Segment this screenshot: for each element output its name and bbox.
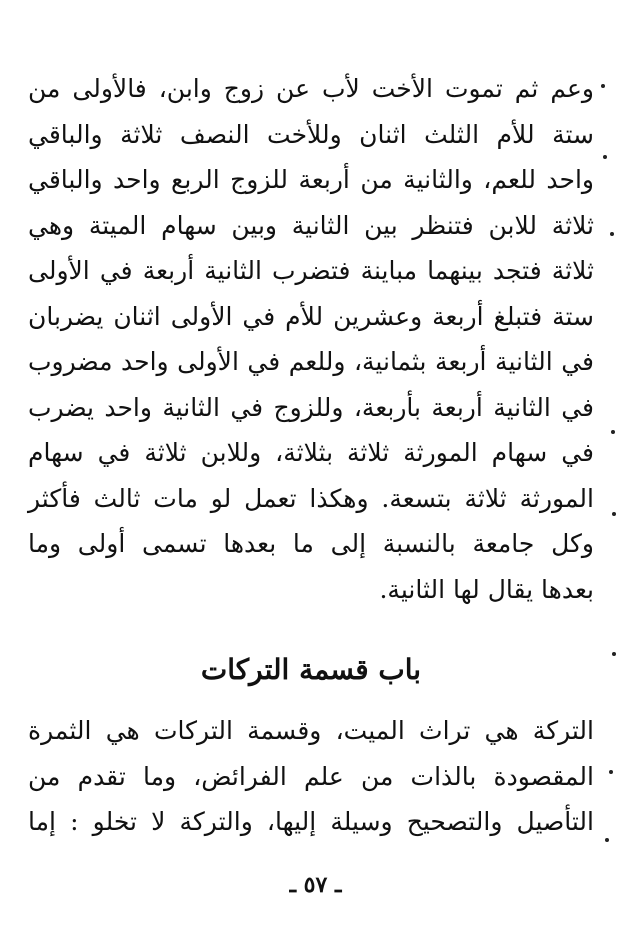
scan-speck	[612, 652, 616, 656]
page-body	[28, 66, 594, 845]
scan-speck	[610, 232, 614, 236]
section-heading: باب قسمة التركات	[200, 653, 422, 686]
scan-speck	[603, 155, 607, 159]
text-line: في الثانية أربعة بثمانية، وللعم في الأولى واحد مضروب	[28, 347, 594, 376]
text-line: ستة فتبلغ أربعة وعشرين للأم في الأولى اثنان يضربان	[28, 301, 594, 331]
paragraph-2	[28, 708, 594, 845]
paragraph-1	[28, 66, 594, 612]
text-line: وعم ثم تموت الأخت لأب عن زوج وابن، فالأولى من	[28, 74, 595, 103]
text-line: وكل جامعة بالنسبة إلى ما بعدها تسمى أولى وما	[28, 529, 594, 558]
text-line: في سهام المورثة ثلاثة بثلاثة، وللابن ثلاثة في سهام	[28, 438, 594, 467]
scan-speck	[605, 838, 609, 842]
text-line: في الثانية أربعة بأربعة، وللزوج في الثانية واحد يضرب	[28, 392, 594, 422]
text-line: ستة للأم الثلث اثنان وللأخت النصف ثلاثة والباقي	[28, 119, 594, 149]
text-line: ثلاثة فتجد بينهما مباينة فتضرب الثانية أربعة في الأولى	[28, 256, 594, 285]
text-line: واحد للعم، والثانية من أربعة للزوج الربع واحد والباقي	[28, 165, 594, 194]
scan-speck	[611, 430, 615, 434]
text-line: المورثة ثلاثة بتسعة. وهكذا تعمل لو مات ثالث فأكثر	[28, 483, 594, 513]
scan-speck	[609, 770, 613, 774]
scan-speck	[601, 84, 605, 88]
scan-speck	[612, 512, 616, 516]
text-line: التركة هي تراث الميت، وقسمة التركات هي الثمرة	[28, 716, 594, 745]
text-line: المقصودة بالذات من علم الفرائض، وما تقدم من	[28, 761, 594, 791]
page-number: ـ ٥٧ ـ	[289, 872, 342, 898]
text-line: بعدها يقال لها الثانية.	[379, 574, 594, 604]
text-line: التأصيل والتصحيح وسيلة إليها، والتركة لا تخلو : إما	[28, 807, 594, 836]
text-line: ثلاثة للابن فتنظر بين الثانية وبين سهام الميتة وهي	[28, 210, 594, 240]
